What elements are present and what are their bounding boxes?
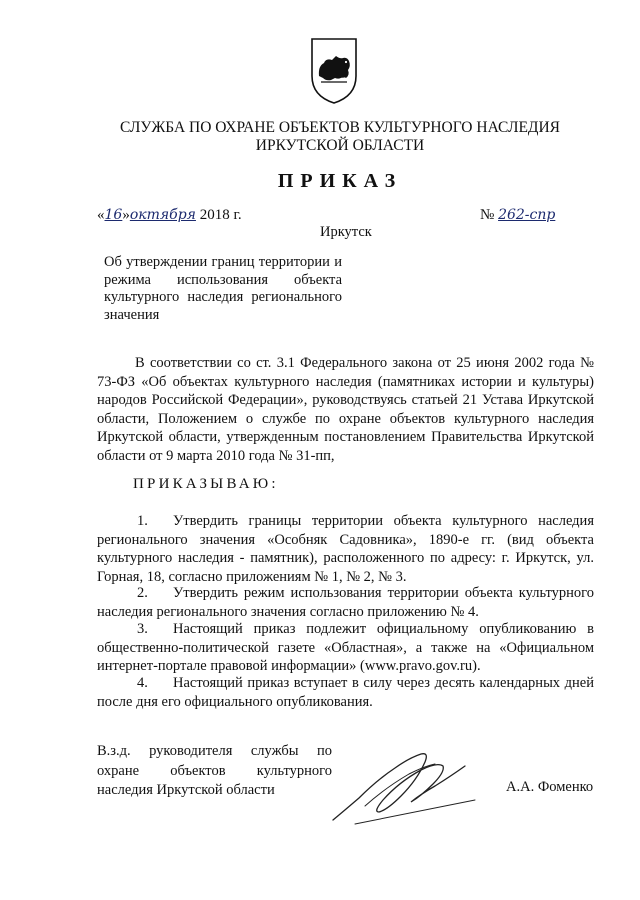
item-number: 1. — [137, 513, 148, 529]
number-prefix: № — [480, 207, 495, 223]
organization-name-line2: ИРКУТСКОЙ ОБЛАСТИ — [255, 137, 425, 154]
item-number: 2. — [137, 585, 148, 601]
decree-heading: ПРИКАЗЫВАЮ: — [133, 476, 279, 492]
date-year: 2018 г. — [199, 207, 242, 223]
preamble-paragraph: В соответствии со ст. 3.1 Федерального закона от 25 июня 2002 года № 73-ФЗ «Об объектах культурного наследия (памятниках истории и культуры) народов Российской Федерации», руководствуясь статьей 21 Устава Иркутской области, Положением о службе по охране объектов культурного наследия Иркутской области, утвержденным постановлением Правительства Иркутской области от 9 марта 2010 года № 31-пп, — [97, 355, 594, 464]
item-text: Утвердить границы территории объекта культурного наследия регионального значения «Особняк Садовника», 1890-е гг. (вид объекта культурного наследия - памятник), расположенного по адресу: г. Иркутск, ул. Горная, 18, согласно приложениям № 1, № 2, № 3. — [97, 513, 594, 585]
document-subject: Об утверждении границ территории и режима использования объекта культурного наследия регионального значения — [104, 254, 342, 323]
handwritten-signature — [325, 740, 485, 830]
signatory-name: А.А. Фоменко — [506, 779, 594, 795]
date-month-handwritten: октября — [129, 207, 196, 223]
signatory-position: В.з.д. руководителя службы по охране объектов культурного наследия Иркутской области — [97, 743, 332, 798]
item-number: 3. — [137, 621, 148, 637]
date-day-handwritten: 16 — [104, 207, 123, 223]
document-number — [480, 207, 555, 224]
organization-name-line1: СЛУЖБА ПО ОХРАНЕ ОБЪЕКТОВ КУЛЬТУРНОГО НАСЛЕДИЯ — [119, 119, 561, 136]
item-text: Утвердить режим использования территории объекта культурного наследия регионального значения согласно приложению № 4. — [97, 585, 594, 620]
number-handwritten: 262-спр — [498, 207, 556, 223]
decree-item — [97, 584, 594, 621]
decree-item — [97, 620, 594, 676]
city-name: Иркутск — [320, 224, 372, 240]
item-text: Настоящий приказ вступает в силу через десять календарных дней после дня его официального опубликования. — [97, 675, 594, 710]
decree-item — [97, 512, 594, 586]
document-date — [97, 207, 242, 224]
date-mid-quote: » — [122, 207, 130, 223]
document-title: ПРИКАЗ — [277, 170, 403, 192]
item-text: Настоящий приказ подлежит официальному опубликованию в общественно-политической газете «Областная», а также на «Официальном интернет-портале правовой информации» (www.pravo.gov.ru). — [97, 621, 594, 674]
item-number: 4. — [137, 675, 148, 691]
decree-item — [97, 674, 594, 711]
coat-of-arms-icon — [309, 36, 359, 106]
date-open-quote: « — [97, 207, 105, 223]
